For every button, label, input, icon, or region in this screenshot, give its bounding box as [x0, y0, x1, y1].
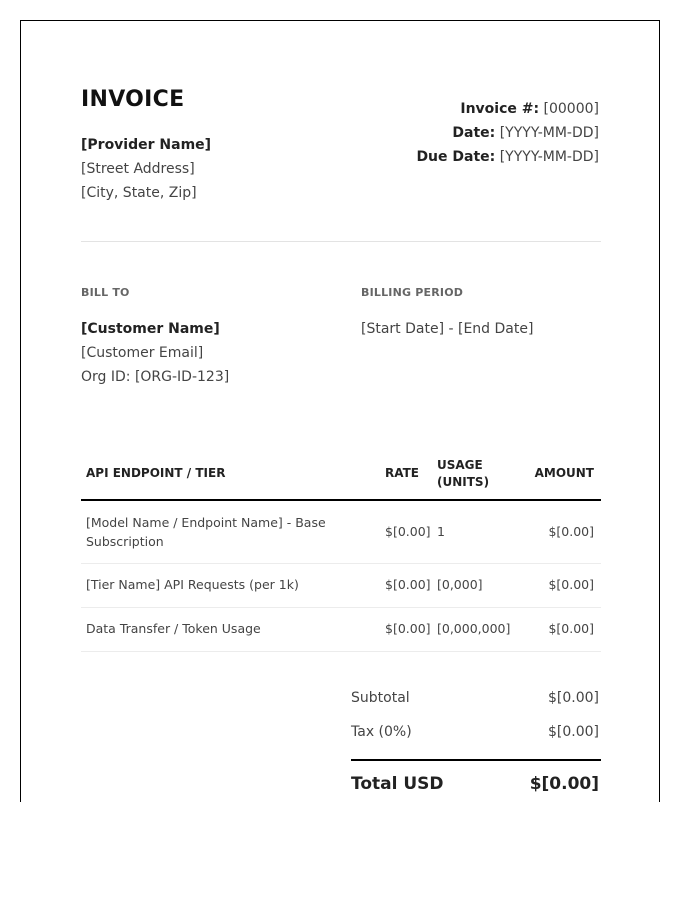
col-header-usage: USAGE (UNITS) — [437, 458, 490, 489]
invoice-date-label: Date: — [452, 125, 496, 141]
invoice-due-date-value: [YYYY-MM-DD] — [499, 149, 599, 165]
bill-to-label: BILL TO — [81, 286, 130, 299]
invoice-title: INVOICE — [81, 87, 185, 112]
row-2-rate: $[0.00] — [385, 577, 431, 592]
row-1-amount: $[0.00] — [548, 524, 594, 539]
total-label: Total USD — [351, 774, 444, 794]
row-1-rate: $[0.00] — [385, 524, 431, 539]
total-value: $[0.00] — [529, 774, 599, 794]
invoice-number-row — [460, 101, 599, 117]
totals-rule — [351, 759, 601, 761]
tax-label: Tax (0%) — [351, 724, 412, 740]
invoice-date-row — [452, 125, 599, 141]
table-header-rule — [81, 499, 601, 501]
invoice-number-label: Invoice #: — [460, 101, 540, 117]
header-divider — [81, 241, 601, 242]
billing-period-value: [Start Date] - [End Date] — [361, 321, 534, 337]
col-header-rate: RATE — [385, 466, 419, 480]
invoice-due-date-label: Due Date: — [416, 149, 496, 165]
provider-city: [City, State, Zip] — [81, 185, 197, 201]
invoice-page — [20, 20, 660, 802]
tax-value: $[0.00] — [547, 724, 599, 740]
row-2-amount: $[0.00] — [548, 577, 594, 592]
row-divider — [81, 651, 601, 652]
customer-email: [Customer Email] — [81, 345, 204, 361]
invoice-due-date-row — [416, 149, 599, 165]
col-header-amount: AMOUNT — [534, 466, 594, 480]
billing-period-label: BILLING PERIOD — [361, 286, 464, 299]
row-1-usage: 1 — [437, 524, 445, 539]
row-3-amount: $[0.00] — [548, 621, 594, 636]
col-header-endpoint: API ENDPOINT / TIER — [86, 466, 226, 480]
row-3-rate: $[0.00] — [385, 621, 431, 636]
row-divider — [81, 607, 601, 608]
subtotal-label: Subtotal — [351, 690, 410, 706]
provider-name: [Provider Name] — [81, 137, 212, 153]
row-3-description: Data Transfer / Token Usage — [86, 621, 261, 636]
provider-street: [Street Address] — [81, 161, 195, 177]
customer-org-id: Org ID: [ORG-ID-123] — [81, 369, 230, 385]
row-2-description: [Tier Name] API Requests (per 1k) — [86, 577, 299, 592]
row-3-usage: [0,000,000] — [437, 621, 511, 636]
customer-name: [Customer Name] — [81, 321, 220, 337]
row-1-description: [Model Name / Endpoint Name] - Base Subscription — [86, 515, 326, 549]
invoice-date-value: [YYYY-MM-DD] — [499, 125, 599, 141]
invoice-number-value: [00000] — [543, 101, 599, 117]
row-2-usage: [0,000] — [437, 577, 483, 592]
row-divider — [81, 563, 601, 564]
subtotal-value: $[0.00] — [547, 690, 599, 706]
